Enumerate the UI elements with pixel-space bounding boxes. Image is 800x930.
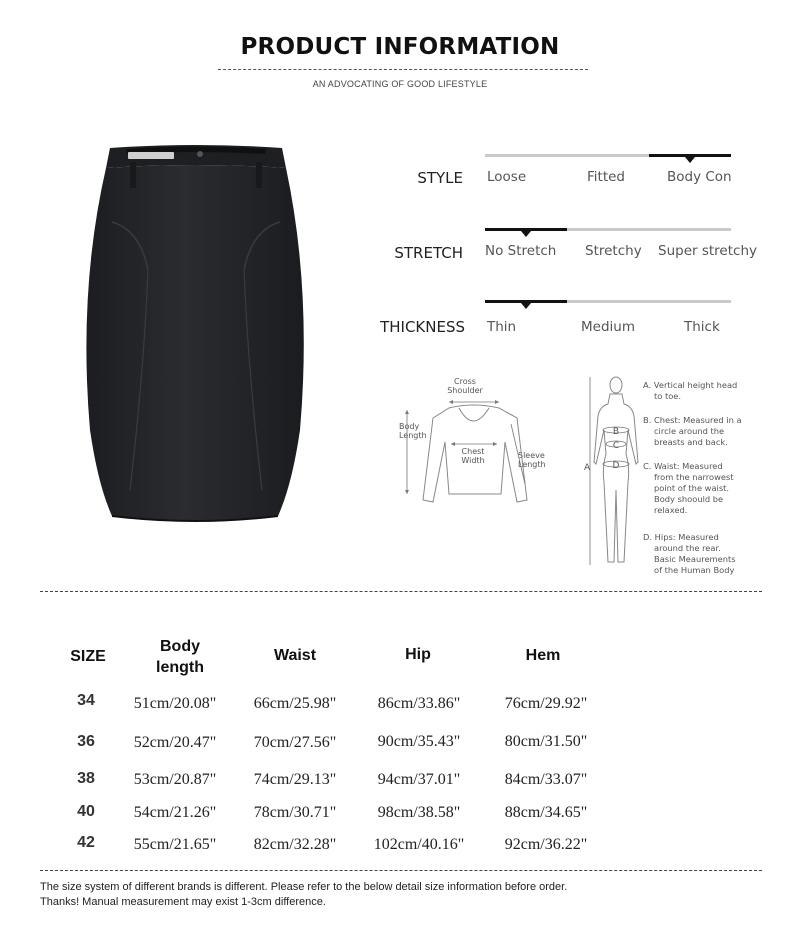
header-hem: Hem bbox=[525, 647, 561, 664]
stretch-option-super: Super stretchy bbox=[658, 243, 757, 259]
body-length-value: 55cm/21.65" bbox=[133, 836, 217, 853]
thickness-label: THICKNESS bbox=[380, 318, 465, 336]
skirt-product-image bbox=[60, 140, 330, 530]
thickness-option-thin: Thin bbox=[487, 319, 517, 335]
size-disclaimer bbox=[40, 880, 567, 910]
page-subtitle: AN ADVOCATING OF GOOD LIFESTYLE bbox=[312, 79, 488, 89]
title-divider bbox=[218, 69, 588, 70]
waist-value: 78cm/30.71" bbox=[253, 804, 337, 821]
note-a: A. Vertical height head to toe. bbox=[643, 380, 738, 401]
waist-value: 70cm/27.56" bbox=[253, 734, 337, 751]
thickness-option-medium: Medium bbox=[581, 319, 635, 335]
stretch-option-stretchy: Stretchy bbox=[585, 243, 642, 259]
style-label: STYLE bbox=[417, 169, 463, 187]
stretch-label: STRETCH bbox=[394, 244, 463, 262]
note-b: B. Chest: Measured in a circle around the breasts and back. bbox=[643, 415, 742, 447]
hip-value: 90cm/35.43" bbox=[377, 733, 461, 750]
hem-value: 80cm/31.50" bbox=[504, 733, 588, 750]
size-value: 34 bbox=[77, 692, 95, 709]
body-measurement-diagram bbox=[582, 372, 642, 572]
header-size: SIZE bbox=[70, 648, 106, 665]
marker-d: D bbox=[612, 461, 620, 471]
page-title: PRODUCT INFORMATION bbox=[240, 34, 560, 60]
style-option-fitted: Fitted bbox=[587, 169, 625, 185]
sleeve-length-label-1: Sleeve bbox=[518, 451, 545, 460]
body-length-value: 53cm/20.87" bbox=[133, 771, 217, 788]
note-d: D. Hips: Measured around the rear. Basic Meaurements of the Human Body bbox=[643, 532, 736, 575]
hip-value: 94cm/37.01" bbox=[377, 771, 461, 788]
style-pointer-icon bbox=[685, 157, 695, 163]
cross-shoulder-label-2: Shoulder bbox=[447, 386, 483, 395]
chest-width-label-1: Chest bbox=[461, 447, 485, 456]
size-value: 36 bbox=[77, 733, 95, 750]
hem-value: 92cm/36.22" bbox=[504, 836, 588, 853]
footer-divider bbox=[40, 870, 762, 871]
size-value: 38 bbox=[77, 770, 95, 787]
hip-value: 86cm/33.86" bbox=[377, 695, 461, 712]
body-length-value: 52cm/20.47" bbox=[133, 734, 217, 751]
stretch-pointer-icon bbox=[521, 231, 531, 237]
size-value: 40 bbox=[77, 803, 95, 820]
waist-value: 74cm/29.13" bbox=[253, 771, 337, 788]
cross-shoulder-label-1: Cross bbox=[454, 377, 476, 386]
hip-value: 102cm/40.16" bbox=[373, 836, 465, 853]
thickness-pointer-icon bbox=[521, 303, 531, 309]
section-divider bbox=[40, 591, 762, 592]
body-length-value: 51cm/20.08" bbox=[133, 695, 217, 712]
marker-c: C bbox=[612, 441, 620, 451]
hem-value: 76cm/29.92" bbox=[504, 695, 588, 712]
marker-a: A bbox=[584, 463, 591, 473]
style-option-loose: Loose bbox=[487, 169, 527, 185]
thickness-option-thick: Thick bbox=[684, 319, 720, 335]
hip-value: 98cm/38.58" bbox=[377, 804, 461, 821]
marker-b: B bbox=[612, 427, 620, 437]
disclaimer-line-1: The size system of different brands is different. Please refer to the below detail size information before order. bbox=[40, 881, 568, 893]
header-body-length: Body length bbox=[156, 638, 204, 676]
garment-measurement-diagram bbox=[393, 372, 553, 512]
style-option-body-con: Body Con bbox=[667, 169, 732, 185]
hem-value: 88cm/34.65" bbox=[504, 804, 588, 821]
body-length-label-1: Body bbox=[399, 422, 420, 431]
stretch-option-none: No Stretch bbox=[485, 243, 557, 259]
disclaimer-line-2: Thanks! Manual measurement may exist 1-3cm difference. bbox=[40, 896, 326, 908]
body-length-label-2: Length bbox=[399, 431, 427, 440]
chest-width-label-2: Width bbox=[461, 456, 485, 465]
waist-value: 66cm/25.98" bbox=[253, 695, 337, 712]
size-value: 42 bbox=[77, 834, 95, 851]
note-c: C. Waist: Measured from the narrowest point of the waist. Body shoould be relaxed. bbox=[643, 461, 734, 515]
body-length-value: 54cm/21.26" bbox=[133, 804, 217, 821]
header-hip: Hip bbox=[405, 646, 431, 663]
header-waist: Waist bbox=[273, 647, 317, 664]
waist-value: 82cm/32.28" bbox=[253, 836, 337, 853]
hem-value: 84cm/33.07" bbox=[504, 771, 588, 788]
sleeve-length-label-2: Length bbox=[518, 460, 546, 469]
